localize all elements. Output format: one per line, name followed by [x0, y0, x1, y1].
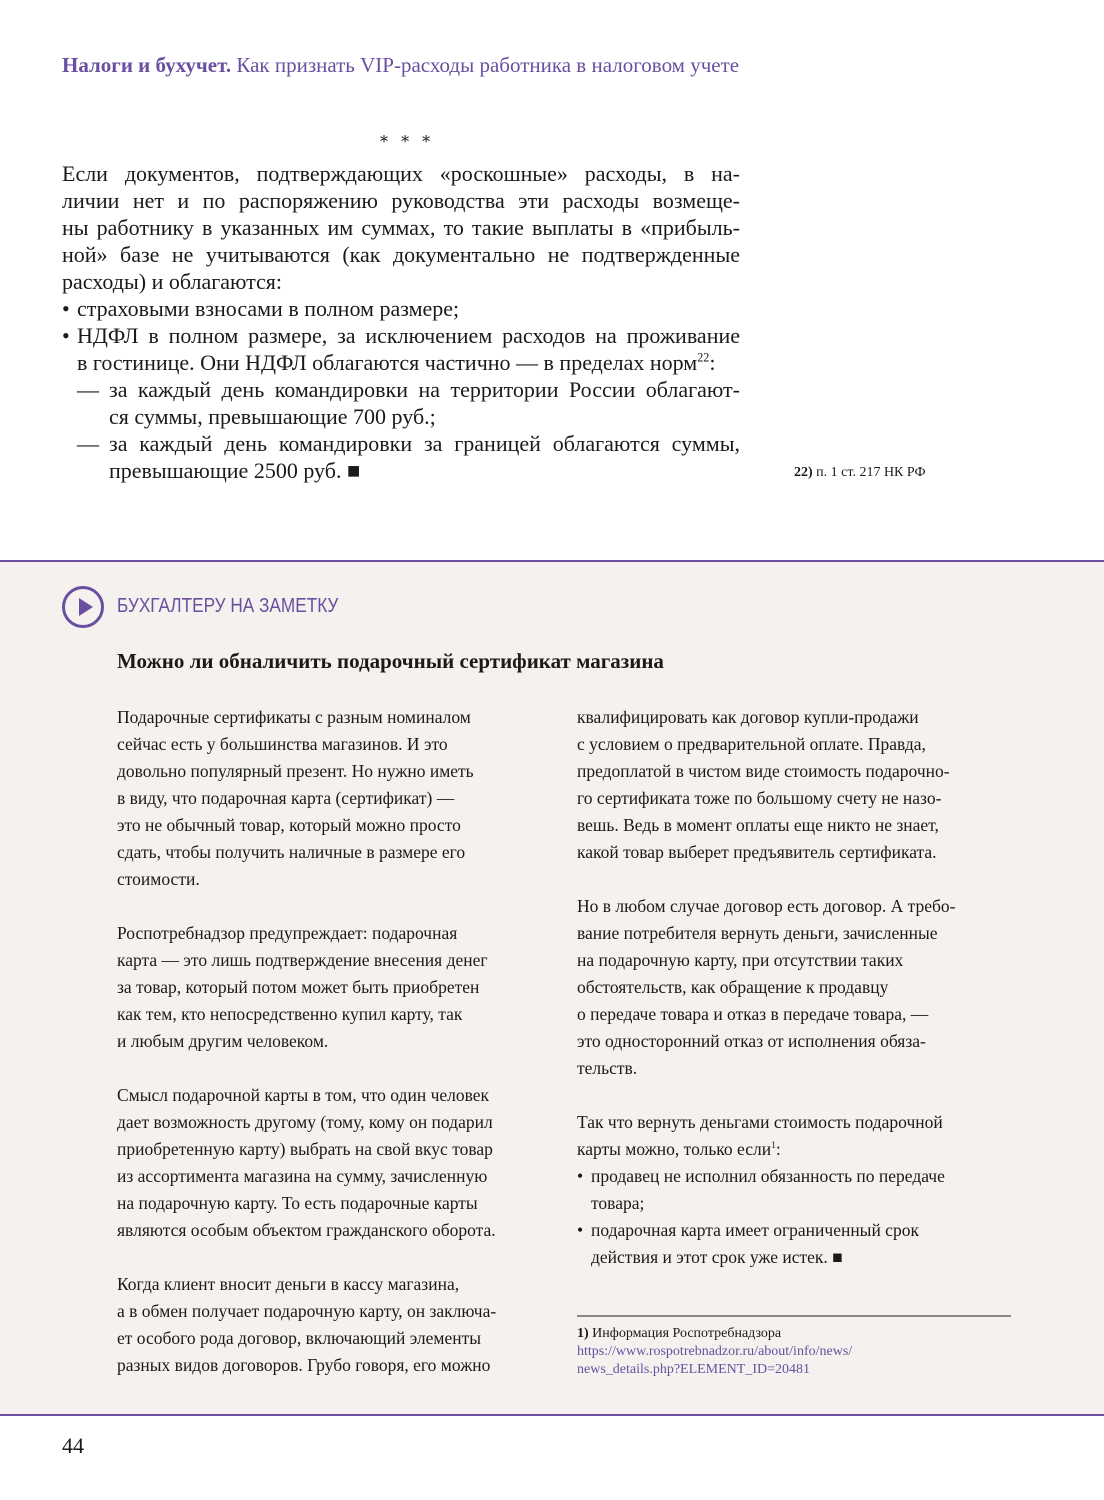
- paragraph: [62, 160, 740, 295]
- page-number: 44: [62, 1433, 84, 1458]
- punct: :: [775, 1139, 781, 1159]
- running-header: [62, 53, 739, 78]
- paragraph: Но в любом случае договор есть договор. А требо- вание потребителя вернуть деньги, зачисленные на подарочную карту, при отсутствии таких обстоятельств, как обращение к продавцу о передаче товара и отказ в передаче товара, — это односторонний отказ от исполнения обяза- тельств.: [577, 896, 956, 1078]
- side-footnote: [794, 465, 926, 481]
- paragraph: Смысл подарочной карты в том, что один человек дает возможность другому (тому, кому он подарил приобретенную карту) выбрать на свой вкус товар из ассортимента магазина на сумму, зачисленную на подарочную карту. То есть подарочные карты являются особым объектом гражданского оборота.: [117, 1085, 496, 1240]
- footnote-number: 1): [577, 1326, 589, 1341]
- note-title: Можно ли обналичить подарочный сертификат магазина: [117, 649, 664, 673]
- box-footnote: [577, 1325, 852, 1379]
- bullet-item: • продавец не исполнил обязанность по передаче товара;: [577, 1163, 1017, 1217]
- bullet-line: в гостинице. Они НДФЛ облагаются частично — в пределах норм: [77, 350, 698, 375]
- text-line: Если документов, подтверждающих «роскошные» расходы, в на-: [62, 161, 740, 186]
- punct: :: [709, 350, 716, 375]
- dash-item: [62, 376, 740, 430]
- main-text: [62, 160, 740, 484]
- left-column: [117, 704, 557, 1406]
- right-column: [577, 704, 1017, 1271]
- paragraph: Когда клиент вносит деньги в кассу магазина, а в обмен получает подарочную карту, он заключа- ет особого рода договор, включающий элементы разных видов договоров. Грубо говоря, его можно: [117, 1274, 497, 1375]
- bullet-text: • НДФЛ в полном размере, за исключением расходов на проживание: [77, 323, 740, 348]
- bullet-item: [62, 322, 740, 376]
- text-line: превышающие 2500 руб. ■: [109, 458, 361, 483]
- text-line: расходы) и облагаются:: [62, 269, 283, 294]
- intro-text: Так что вернуть деньгами стоимость подарочной карты можно, только если: [577, 1112, 943, 1159]
- text-line: ся суммы, превышающие 700 руб.;: [109, 404, 436, 429]
- paragraph: Подарочные сертификаты с разным номиналом сейчас есть у большинства магазинов. И это довольно популярный презент. Но нужно иметь в виду, что подарочная карта (сертификат) — это не обычный товар, который можно просто сдать, чтобы получить наличные в размере его стоимости.: [117, 707, 474, 889]
- text-line: ной» базе не учитываются (как документально не подтвержденные: [62, 242, 740, 267]
- text-line: — за каждый день командировки на территории России облагают-: [109, 377, 740, 402]
- paragraph: [577, 1109, 1017, 1163]
- header-section: Налоги и бухучет.: [62, 53, 232, 77]
- bullet-text: [77, 349, 740, 376]
- header-title: Как признать VIP-расходы работника в налоговом учете: [236, 53, 740, 77]
- text-line: личии нет и по распоряжению руководства эти расходы возмеще-: [62, 188, 740, 213]
- section-separator: * * *: [380, 132, 435, 151]
- footnote-link[interactable]: https://www.rospotrebnadzor.ru/about/info/news/ news_details.php?ELEMENT_ID=20481: [577, 1344, 853, 1377]
- play-icon: [62, 586, 104, 628]
- footnote-ref[interactable]: 22: [697, 350, 710, 365]
- bullet-item: [62, 295, 740, 322]
- text-line: — за каждый день командировки за границей облагаются суммы,: [109, 431, 740, 456]
- footnote-text: п. 1 ст. 217 НК РФ: [816, 465, 926, 480]
- dash-item: [62, 430, 740, 484]
- paragraph: квалифицировать как договор купли-продажи с условием о предварительной оплате. Правда, предоплатой в чистом виде стоимость подарочно- го сертификата тоже по большому счету не назо- вешь. Ведь в момент оплаты еще никто не знает, какой товар выберет предъявитель сертификата.: [577, 707, 950, 862]
- rubric-label: БУХГАЛТЕРУ НА ЗАМЕТКУ: [117, 595, 339, 617]
- bullet-text: • страховыми взносами в полном размере;: [77, 296, 460, 321]
- footnote-ref[interactable]: 1: [771, 1140, 776, 1152]
- bullet-item: • подарочная карта имеет ограниченный срок действия и этот срок уже истек. ■: [577, 1217, 1017, 1271]
- text-line: ны работнику в указанных им суммах, то такие выплаты в «прибыль-: [62, 215, 740, 240]
- footnote-number: 22): [794, 465, 813, 480]
- paragraph: Роспотребнадзор предупреждает: подарочная карта — это лишь подтверждение внесения денег за товар, который потом может быть приобретен как тем, кто непосредственно купил карту, так и любым другим человеком.: [117, 923, 488, 1051]
- footnote-divider: [577, 1315, 1011, 1317]
- footnote-text: Информация Роспотребнадзора: [592, 1326, 782, 1341]
